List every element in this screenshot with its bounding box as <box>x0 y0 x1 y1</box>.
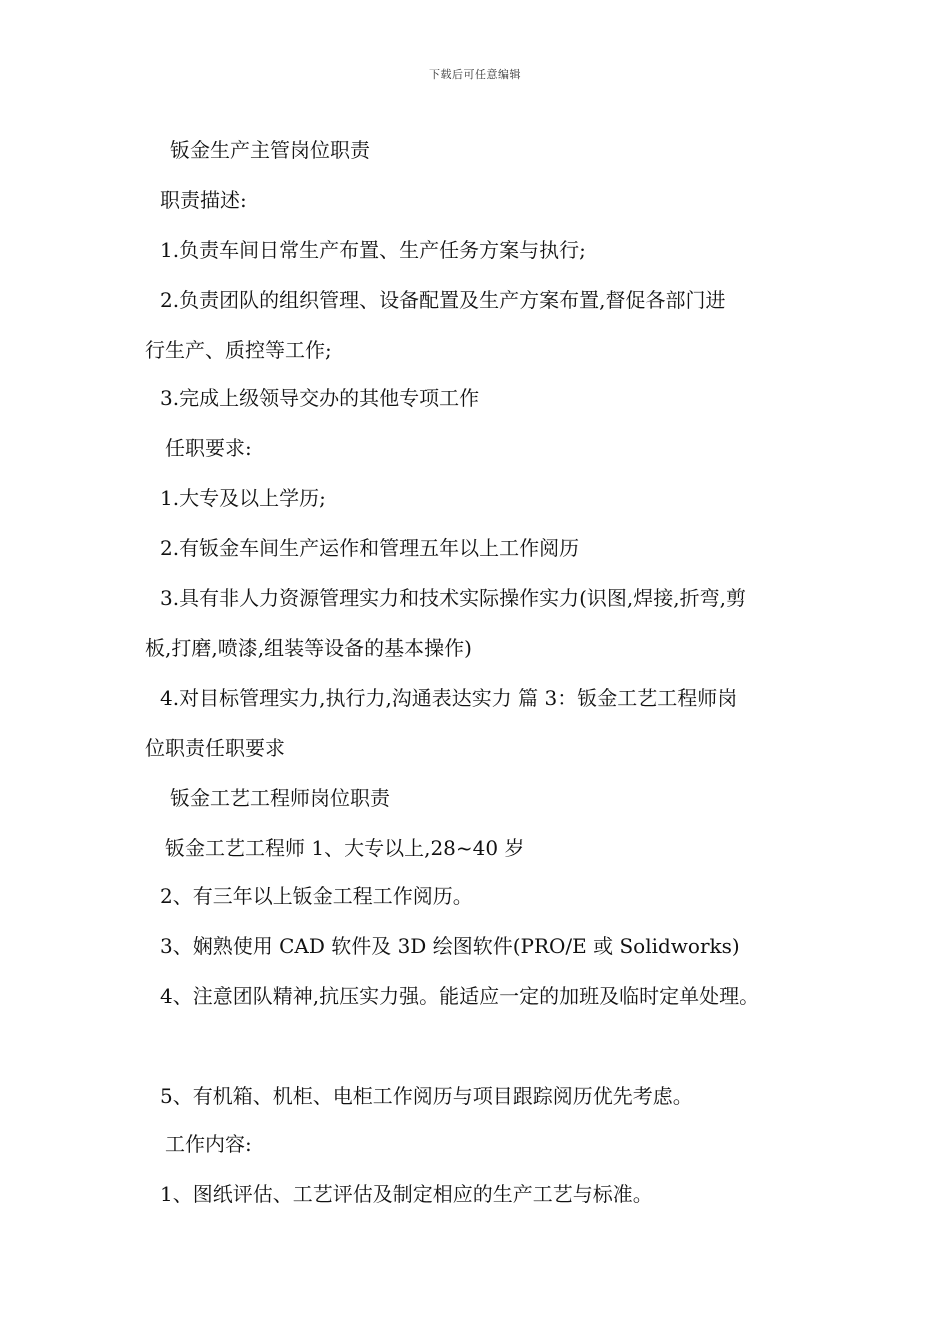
section-heading-work-content: 工作内容: <box>165 1132 252 1156</box>
requirement-item-1: 1.大专及以上学历; <box>160 486 326 510</box>
requirement-item-4-continued: 位职责任职要求 <box>145 736 285 760</box>
work-content-item-1: 1、图纸评估、工艺评估及制定相应的生产工艺与标准。 <box>160 1182 653 1206</box>
title-sheet-metal-production-supervisor: 钣金生产主管岗位职责 <box>170 138 370 162</box>
section-heading-duties: 职责描述: <box>160 188 247 212</box>
requirement-item-2: 2.有钣金车间生产运作和管理五年以上工作阅历 <box>160 536 580 560</box>
duty-item-1: 1.负责车间日常生产布置、生产任务方案与执行; <box>160 238 586 262</box>
page-header: 下载后可任意编辑 <box>429 68 521 81</box>
engineer-item-5: 5、有机箱、机柜、电柜工作阅历与项目跟踪阅历优先考虑。 <box>160 1084 693 1108</box>
engineer-item-3: 3、娴熟使用 CAD 软件及 3D 绘图软件(PRO/E 或 Solidworks) <box>160 934 740 958</box>
engineer-item-4: 4、注意团队精神,抗压实力强。能适应一定的加班及临时定单处理。 <box>160 984 760 1008</box>
duty-item-2: 2.负责团队的组织管理、设备配置及生产方案布置,督促各部门进 <box>160 288 726 312</box>
duty-item-3: 3.完成上级领导交办的其他专项工作 <box>160 386 480 410</box>
requirement-item-4: 4.对目标管理实力,执行力,沟通表达实力 篇 3：钣金工艺工程师岗 <box>160 686 738 710</box>
requirement-item-3-continued: 板,打磨,喷漆,组装等设备的基本操作) <box>145 636 472 660</box>
requirement-item-3: 3.具有非人力资源管理实力和技术实际操作实力(识图,焊接,折弯,剪 <box>160 586 746 610</box>
engineer-item-1: 钣金工艺工程师 1、大专以上,28~40 岁 <box>165 836 525 860</box>
engineer-item-2: 2、有三年以上钣金工程工作阅历。 <box>160 884 473 908</box>
title-sheet-metal-process-engineer: 钣金工艺工程师岗位职责 <box>170 786 390 810</box>
section-heading-requirements: 任职要求: <box>165 436 252 460</box>
duty-item-2-continued: 行生产、质控等工作; <box>145 338 332 362</box>
